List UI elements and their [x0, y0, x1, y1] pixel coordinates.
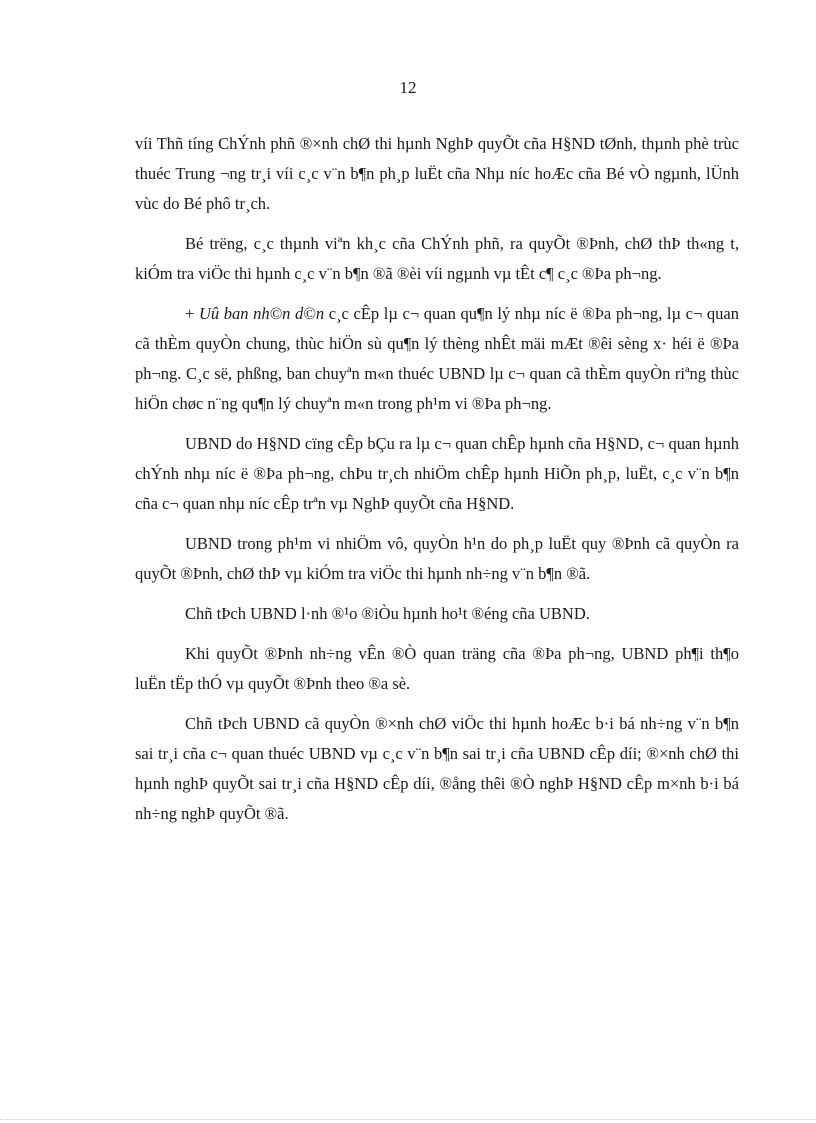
paragraph-2: Bé trëng, c¸c thµnh viªn kh¸c cña ChÝnh phñ, ra quyÕt ®Þnh, chØ thÞ th«ng t, kiÓm tra viÖc thi hµnh c¸c v¨n b¶n ®ã ®èi víi ngµnh vµ tÊt c¶ c¸c ®Þa ph¬ng. — [135, 234, 739, 283]
italic-term: Uû ban nh©n d©n — [198, 304, 325, 323]
paragraph-1: víi Thñ tíng ChÝnh phñ ®×nh chØ thi hµnh NghÞ quyÕt cña H§ND tØnh, thµnh phè trùc thuéc Trung ¬ng tr¸i víi c¸c v¨n b¶n ph¸p luËt cña Nhµ níc hoÆc cña Bé vÒ ngµnh, lÜnh vùc do Bé phô tr¸ch. — [135, 134, 739, 213]
paragraph-4: UBND do H§ND cïng cÊp bÇu ra lµ c¬ quan chÊp hµnh cña H§ND, c¬ quan hµnh chÝnh nhµ níc ë ®Þa ph¬ng, chÞu tr¸ch nhiÖm chÊp hµnh HiÕn ph¸p, luËt, c¸c v¨n b¶n cña c¬ quan nhµ níc cÊp trªn vµ NghÞ quyÕt cña H§ND. — [135, 434, 739, 513]
document-body — [135, 129, 739, 839]
paragraph-5: UBND trong ph¹m vi nhiÖm vô, quyÒn h¹n do ph¸p luËt quy ®Þnh cã quyÒn ra quyÕt ®Þnh, chØ thÞ vµ kiÓm tra viÖc thi hµnh nh÷ng v¨n b¶n ®ã. — [135, 534, 739, 583]
bullet-prefix: + — [185, 304, 199, 323]
page-number: 12 — [399, 78, 417, 97]
page-bottom-rule — [0, 1119, 816, 1120]
paragraph-8: Chñ tÞch UBND cã quyÒn ®×nh chØ viÖc thi hµnh hoÆc b·i bá nh÷ng v¨n b¶n sai tr¸i cña c¬ quan thuéc UBND vµ c¸c v¨n b¶n sai tr¸i cña UBND cÊp díi; ®×nh chØ thi hµnh nghÞ quyÕt sai tr¸i cña H§ND cÊp díi, ®ång thêi ®Ò nghÞ H§ND cÊp m×nh b·i bá nh÷ng nghÞ quyÕt ®ã. — [135, 714, 739, 823]
paragraph-6: Chñ tÞch UBND l·nh ®¹o ®iÒu hµnh ho¹t ®éng cña UBND. — [185, 604, 590, 623]
paragraph-3 — [135, 299, 739, 419]
paragraph-3-text: c¸c cÊp lµ c¬ quan qu¶n lý nhµ níc ë ®Þa ph¬ng, lµ c¬ quan cã thÈm quyÒn chung, thùc hiÖn sù qu¶n lý thèng nhÊt mäi mÆt ®êi sèng x· héi ë ®Þa ph¬ng. C¸c së, phßng, ban chuyªn m«n thuéc UBND lµ c¬ quan cã thÈm quyÒn riªng thùc hiÖn chøc n¨ng qu¶n lý chuyªn m«n trong ph¹m vi ®Þa ph¬ng. — [135, 304, 739, 413]
paragraph-7: Khi quyÕt ®Þnh nh÷ng vÊn ®Ò quan träng cña ®Þa ph¬ng, UBND ph¶i th¶o luËn tËp thÓ vµ quyÕt ®Þnh theo ®a sè. — [135, 644, 739, 693]
